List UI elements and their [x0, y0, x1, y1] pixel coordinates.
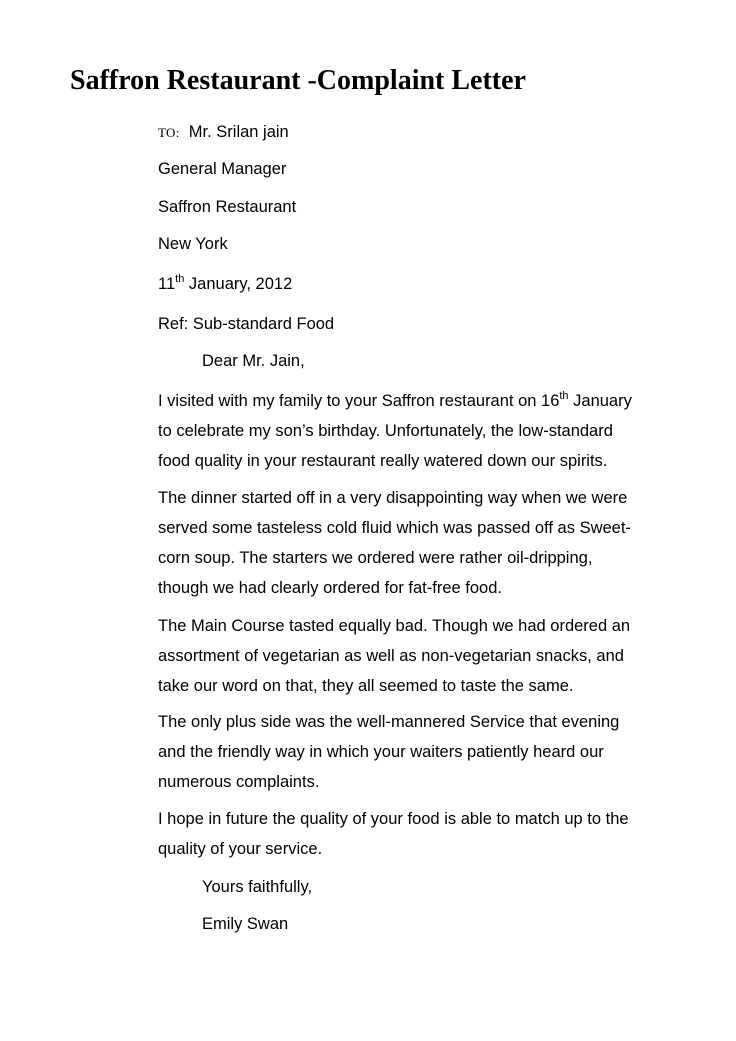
document-title: Saffron Restaurant -Complaint Letter	[70, 65, 526, 96]
paragraph-line: corn soup. The starters we ordered were rather oil-dripping,	[158, 549, 593, 567]
recipient-line	[158, 121, 289, 144]
body-paragraph-5	[158, 804, 668, 864]
body-paragraph-2	[158, 483, 668, 603]
paragraph-line: assortment of vegetarian as well as non-vegetarian snacks, and	[158, 647, 624, 665]
paragraph-line: quality of your service.	[158, 840, 323, 858]
to-label: TO:	[158, 125, 180, 140]
reference-line: Ref: Sub-standard Food	[158, 315, 335, 333]
recipient-city: New York	[158, 235, 228, 253]
paragraph-line: food quality in your restaurant really watered down our spirits.	[158, 452, 608, 470]
recipient-name: Mr. Srilan jain	[188, 123, 289, 141]
paragraph-line: to celebrate my son’s birthday. Unfortunately, the low-standard	[158, 422, 613, 440]
paragraph-line: The dinner started off in a very disappointing way when we were	[158, 489, 628, 507]
paragraph-line: served some tasteless cold fluid which was passed off as Sweet-	[158, 519, 631, 537]
paragraph-line: and the friendly way in which your waiters patiently heard our	[158, 743, 604, 761]
signature-name: Emily Swan	[202, 915, 289, 933]
recipient-organization: Saffron Restaurant	[158, 198, 297, 216]
body-paragraph-3	[158, 611, 668, 701]
date-month-year: January, 2012	[184, 275, 293, 293]
recipient-title: General Manager	[158, 160, 287, 178]
body-paragraph-1	[158, 386, 668, 476]
ordinal-suffix: th	[559, 390, 569, 402]
body-paragraph-4	[158, 707, 668, 797]
paragraph-line: numerous complaints.	[158, 773, 320, 791]
letter-date	[158, 273, 292, 295]
salutation: Dear Mr. Jain,	[202, 352, 305, 370]
paragraph-line: though we had clearly ordered for fat-free food.	[158, 579, 502, 597]
date-day: 11	[158, 275, 176, 293]
paragraph-line: take our word on that, they all seemed to taste the same.	[158, 677, 574, 695]
paragraph-line: I hope in future the quality of your food is able to match up to the	[158, 810, 629, 828]
paragraph-line: I visited with my family to your Saffron restaurant on 16th January	[158, 390, 632, 410]
paragraph-line: The only plus side was the well-mannered Service that evening	[158, 713, 620, 731]
date-ordinal-suffix: th	[175, 273, 185, 285]
closing: Yours faithfully,	[202, 878, 313, 896]
paragraph-line: The Main Course tasted equally bad. Though we had ordered an	[158, 617, 631, 635]
